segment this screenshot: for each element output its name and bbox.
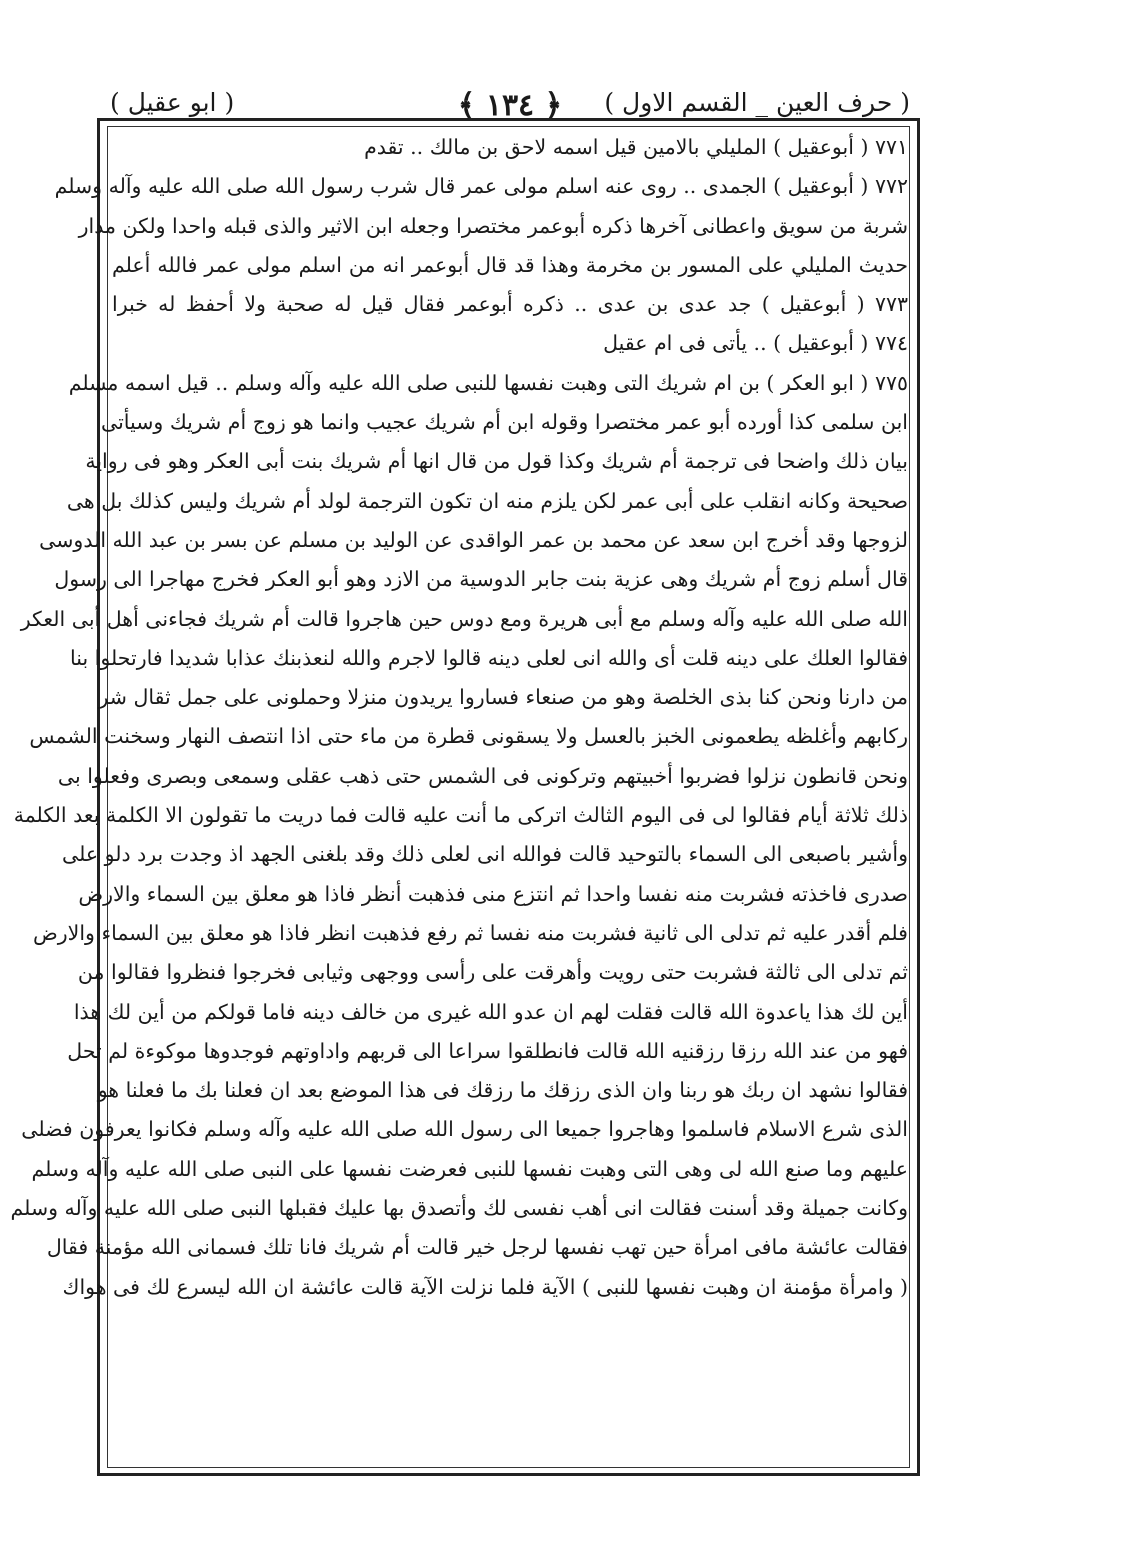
text-line: ٧٧٣ ( أبوعقيل ) جد عدى بن عدى .. ذكره أبوعمر فقال قيل له صحبة ولا أحفظ له خبرا	[112, 292, 908, 317]
text-line: الذى شرع الاسلام فاسلموا وهاجروا جميعا الى رسول الله صلى الله عليه وآله وسلم فكانوا يعرفون فضلى	[21, 1117, 908, 1142]
text-line: من دارنا ونحن كنا بذى الخلصة وهو من صنعاء فساروا يريدون منزلا وحملونى على جمل ثقال شر	[98, 685, 908, 710]
text-line: حديث المليلي على المسور بن مخرمة وهذا قد قال أبوعمر انه من اسلم مولى عمر فالله أعلم	[112, 252, 908, 277]
text-line: ابن سلمى كذا أورده أبو عمر مختصرا وقوله ابن أم شريك عجيب وانما هو زوج أم شريك وسيأتى	[101, 410, 908, 435]
text-line: قال أسلم زوج أم شريك وهى عزية بنت جابر الدوسية من الازد وهو أبو العكر فخرج مهاجرا الى رسول	[54, 567, 908, 592]
text-line: بيان ذلك واضحا فى ترجمة أم شريك وكذا قول من قال انها أم شريك بنت أبى العكر وهو فى رواية	[85, 449, 908, 474]
section-title: ( حرف العين _ القسم الاول )	[604, 88, 910, 117]
text-line: فلم أقدر عليه ثم تدلى الى ثانية فشربت منه نفسا ثم رفع فذهبت انظر فاذا هو معلق بين السماء والارض	[32, 920, 908, 945]
text-line: لزوجها وقد أخرج ابن سعد عن محمد بن عمر الواقدى عن الوليد بن مسلم عن بسر بن عبد الله الدوسى	[39, 527, 908, 552]
text-line: ٧٧١ ( أبوعقيل ) المليلي بالامين قيل اسمه لاحق بن مالك .. تقدم	[364, 135, 908, 159]
text-line: عليهم وما صنع الله لى وهى التى وهبت نفسها للنبى فعرضت نفسها على النبى صلى الله عليه وآله وسلم	[31, 1156, 908, 1181]
page-number: ﴿ ١٣٤ ﴾	[457, 88, 563, 123]
text-line: الله صلى الله عليه وآله وسلم مع أبى هريرة ومع دوس حين هاجروا قالت أم شريك فجاءنى أهل أبى العكر	[20, 606, 908, 631]
text-line: وكانت جميلة وقد أسنت فقالت انى أهب نفسى لك وأتصدق بها عليك فقبلها النبى صلى الله عليه وآله وسلم	[10, 1196, 908, 1221]
text-line: فقالوا نشهد ان ربك هو ربنا وان الذى رزقك ما رزقك فى هذا الموضع بعد ان فعلنا بك ما فعلنا هو	[97, 1078, 908, 1103]
text-line: ٧٧٢ ( أبوعقيل ) الجمدى .. روى عنه اسلم مولى عمر قال شرب رسول الله صلى الله عليه وآله وسلم	[54, 174, 908, 199]
text-line: ركابهم وأغلظه يطعمونى الخبز بالعسل ولا يسقونى قطرة من ماء حتى اذا انتصف النهار وسخنت الشمس	[29, 724, 908, 749]
text-line: وأشير باصبعى الى السماء بالتوحيد قالت فوالله انى لعلى ذلك وقد بلغنى الجهد اذ وجدت برد دلو على	[61, 842, 908, 867]
text-line: فقالوا العلك على دينه قلت أى والله انى لعلى دينه قالوا لاجرم والله لنعذبنك عذابا شديدا فارتحلوا بنا	[70, 645, 908, 670]
text-line: فهو من عند الله رزقا رزقنيه الله قالت فانطلقوا سراعا الى قربهم واداوتهم فوجدوها موكوءة لم تحل	[67, 1038, 908, 1063]
text-line: ذلك ثلاثة أيام فقالوا لى فى اليوم الثالث اتركى ما أنت عليه قالت فما دريت ما تقولون الا الكلمة بعد الكلمة	[13, 803, 908, 828]
text-line: صدرى فاخذته فشربت منه نفسا واحدا ثم انتزع منى فذهبت أنظر فاذا هو معلق بين السماء والارض	[78, 881, 908, 906]
text-line: أين لك هذا ياعدوة الله قالت فقلت لهم ان عدو الله غيرى من خالف دينه فاما قولكم من أين لك هذا	[73, 999, 908, 1024]
text-line: ثم تدلى الى ثالثة فشربت حتى رويت وأهرقت على رأسى ووجهى وثيابى فخرجوا فنظروا فقالوا من	[77, 960, 908, 985]
text-line: ٧٧٤ ( أبوعقيل ) .. يأتى فى ام عقيل	[603, 331, 908, 356]
text-line: ( وامرأة مؤمنة ان وهبت نفسها للنبى ) الآية فلما نزلت الآية قالت عائشة ان الله ليسرع لك فى هواك	[62, 1274, 908, 1299]
running-head: ( ابو عقيل )	[110, 88, 235, 117]
text-line: ٧٧٥ ( ابو العكر ) بن ام شريك التى وهبت نفسها للنبى صلى الله عليه وآله وسلم .. قيل اسمه مسلم	[68, 370, 908, 395]
text-body	[10, 128, 908, 1307]
text-line: شربة من سويق واعطانى آخرها ذكره أبوعمر مختصرا وجعله ابن الاثير والذى قبله واحدا ولكن مدار	[78, 213, 908, 238]
text-line: صحيحة وكانه انقلب على أبى عمر لكن يلزم منه ان تكون الترجمة لولد أم شريك وليس كذلك بل هى	[66, 488, 908, 513]
text-line: ونحن قانطون نزلوا فضربوا أخبيتهم وتركونى فى الشمس حتى ذهب عقلى وسمعى وبصرى وفعلوا بى	[57, 763, 908, 788]
text-line: فقالت عائشة مافى امرأة حين تهب نفسها لرجل خير قالت أم شريك فانا تلك فسمانى الله مؤمنة فقال	[46, 1235, 908, 1260]
